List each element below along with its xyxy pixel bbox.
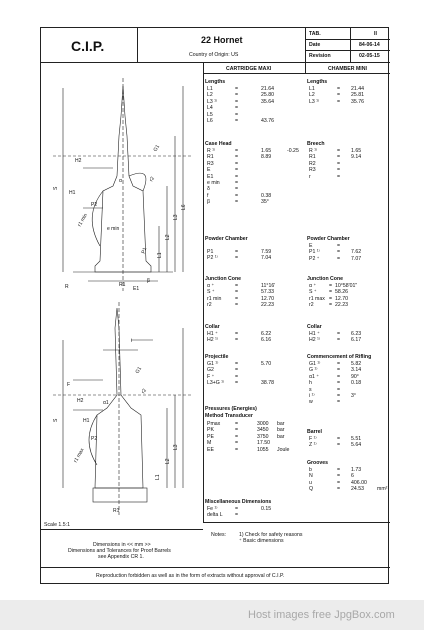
notes-line2: ⁺ Basic dimensions [239,538,284,544]
table-cell: Pmax [207,421,221,427]
table-cell: 6.23 [351,331,362,337]
table-cell: = [337,249,341,256]
table-cell: bar [277,433,285,440]
table-cell: = [337,479,341,486]
table-cell: bar [277,421,285,427]
table-cell: L1 [207,86,213,92]
table-cell: S ⁺ [207,289,215,296]
chamber-drawing [43,300,201,518]
table-cell: = [337,92,341,99]
date-label: Date [309,42,321,48]
label-r1max: r1 max [72,447,86,464]
table-cell: = [235,302,239,309]
method-title: Method Transducer [205,413,253,419]
label-h1-b: H1 [83,418,90,424]
table-cell: EE [207,446,214,453]
table-cell: α ⁺ [207,283,215,289]
case-head-title: Case Head [205,141,232,147]
table-cell: = [329,302,333,309]
table-cell: mm² [377,486,388,493]
table-cell: = [337,361,341,367]
label-emin: e min [107,226,120,232]
table-cell: R2 [309,160,316,167]
table-cell: 7.59 [261,249,272,255]
table-cell: b [309,467,312,473]
collar-title: Collar [205,324,220,330]
chamber-heading: CHAMBER MINI [328,66,367,72]
watermark-band [0,600,424,630]
table-cell: = [235,337,239,344]
chamber-collar-title: Collar [307,324,322,330]
table-cell: 10°58'01" [335,283,358,289]
label-r2: r2 [148,175,156,183]
table-cell: = [235,105,239,112]
table-cell: G1 ¹⁾ [309,361,321,367]
table-cell: = [235,283,239,289]
table-cell: = [235,506,239,512]
table-cell: 5.51 [351,436,362,442]
table-cell: = [235,86,239,92]
table-cell: = [235,331,239,337]
table-cell: e min [207,180,220,186]
table-cell: L2 [207,92,213,99]
table-cell: delta L [207,512,223,519]
notes-label: Notes: [211,532,226,538]
table-cell: = [235,427,239,434]
table-cell: = [337,337,341,344]
table-cell: = [337,473,341,480]
table-cell: 43.76 [261,118,274,124]
table-cell: = [235,249,239,255]
table-cell: 1055 [257,446,269,453]
table-cell: = [235,111,239,118]
table-cell: H1 ⁺ [207,331,218,337]
chamber-lengths-title: Lengths [307,79,328,85]
table-cell: 22.23 [335,302,348,309]
label-beta: β [147,278,150,284]
table-cell: 12.70 [261,295,274,302]
table-cell: 21.44 [351,86,364,92]
powder-chamber-title: Powder Chamber [205,236,248,242]
label-l6: L6 [181,204,187,210]
table-cell: = [235,433,239,440]
table-cell: 3000 [257,421,269,427]
table-cell: H1 ⁺ [309,331,320,337]
dimensions-line2: Dimensions and Tolerances for Proof Barrels [68,548,171,554]
table-cell: = [235,440,239,447]
table-cell: = [235,289,239,296]
table-cell: = [235,255,239,262]
table-cell: = [329,295,333,302]
tab-label: TAB. [309,31,321,37]
table-cell: P2 ⁺ [309,255,320,262]
chamber-powder-title: Powder Chamber [307,236,350,242]
table-cell: = [235,92,239,99]
table-cell: 0.38 [261,192,272,199]
table-cell: = [235,160,239,167]
table-cell: 24.53 [351,486,364,493]
table-cell: 6.22 [261,331,272,337]
table-cell: 12.70 [335,295,348,302]
rifling-title: Commencement of Rifling [307,354,372,360]
label-p2: P2 [91,202,98,208]
table-cell: = [337,243,341,249]
table-cell: 58.26 [335,289,348,296]
table-cell: 3° [351,393,356,399]
label-r1-b: R1 [113,508,120,514]
page-title: 22 Hornet [201,35,243,45]
label-alpha: α [119,178,122,184]
table-cell: w [309,399,313,406]
table-cell: R3 [309,167,316,174]
table-cell: = [337,160,341,167]
table-cell: = [235,373,239,380]
breech-title: Breech [307,141,325,147]
misc-title: Miscellaneous Dimensions [205,499,272,505]
table-cell: = [235,361,239,367]
table-cell: = [337,148,341,154]
label-e1: E1 [133,286,140,292]
table-cell: = [337,86,341,92]
table-cell: 5.70 [261,361,272,367]
table-cell: G ¹⁾ [309,367,318,374]
table-cell: L2 [309,92,315,99]
label-l2: L2 [165,234,171,240]
table-cell: PE [207,433,214,440]
table-cell: 3450 [257,427,269,434]
table-cell: u [309,479,312,486]
table-cell: 1.65 [351,148,362,154]
table-cell: PK [207,427,214,434]
table-cell: N [309,473,313,480]
table-cell: H2 ¹⁾ [309,337,321,344]
label-h2: H2 [75,158,82,164]
table-cell: 35.64 [261,98,274,105]
table-cell: r2 [207,302,212,309]
label-i: i [131,338,133,344]
table-cell: 7.62 [351,249,362,256]
label-l1: L1 [157,252,163,258]
spec-sheet [40,27,389,584]
table-cell: = [337,393,341,399]
table-cell: 38.78 [261,380,274,387]
table-cell: F ¹⁾ [309,436,317,442]
tab-value: II [374,31,377,37]
pressures-title: Pressures (Energies) [205,406,257,412]
table-cell: 35.76 [351,98,364,105]
table-cell: = [337,167,341,174]
table-cell: -0.25 [287,148,299,154]
table-cell: = [235,199,239,206]
table-cell: L4 [207,105,213,112]
barrel-title: Barrel [307,429,322,435]
table-cell: F ⁺ [207,373,215,380]
table-cell: Joule [277,446,290,453]
table-cell: h [309,380,312,387]
table-cell: δ [207,186,210,193]
table-cell: = [337,255,341,262]
watermark-text: Host images free JpgBox.com [248,609,395,621]
table-cell: = [235,154,239,161]
label-l1-b: L1 [155,474,161,480]
table-cell: 8.89 [261,154,272,161]
dimensions-line3: see Appendix CR 1. [98,554,144,560]
label-p1: P1 [140,246,149,255]
table-cell: = [337,467,341,473]
table-cell: α1 ⁺ [309,373,320,380]
table-cell: R ¹⁾ [309,148,318,154]
table-cell: 57.33 [261,289,274,296]
table-cell: s [309,386,312,393]
cartridge-drawing [43,76,201,294]
date-value: 84-06-14 [359,42,380,48]
table-cell: 5.64 [351,442,362,449]
table-cell: = [337,154,341,161]
table-cell: bar [277,427,285,434]
table-cell: 25.80 [261,92,274,99]
table-cell: = [235,380,239,387]
table-cell: = [235,180,239,186]
table-cell: G1 ¹⁾ [207,361,219,367]
table-cell: L3+G ¹⁾ [207,380,225,387]
table-cell: = [235,421,239,427]
table-cell: 3.14 [351,367,362,374]
label-f: F [67,382,71,388]
table-cell: 6.16 [261,337,272,344]
table-cell: 3750 [257,433,269,440]
table-cell: M [207,440,212,447]
table-cell: 1.73 [351,467,362,473]
reproduction-note: Reproduction forbidden as well as in the form of extracts without approval of C.I.P. [96,573,285,579]
label-s-b: S [53,418,59,422]
dimensions-line1: Dimensions in << mm >> [93,542,151,548]
label-h1: H1 [69,190,76,196]
table-cell: = [337,442,341,449]
table-cell: r1 min [207,295,222,302]
lengths-title: Lengths [205,79,226,85]
cip-logo: C.I.P. [71,38,105,54]
table-cell: H2 ¹⁾ [207,337,219,344]
label-p2-b: P2 [91,436,98,442]
table-cell: P2 ¹⁾ [207,255,218,262]
table-cell: = [235,186,239,193]
table-cell: r1 max [309,295,325,302]
table-cell: R1 [309,154,316,161]
table-cell: = [337,373,341,380]
table-cell: 0.18 [351,380,362,387]
table-cell: β [207,199,210,206]
table-cell: = [337,173,341,180]
table-cell: E1 [207,173,214,180]
table-cell: 21.64 [261,86,274,92]
label-l3-b: L3 [173,444,179,450]
table-cell: L5 [207,111,213,118]
label-g1: G1 [152,143,162,153]
table-cell: Fe ¹⁾ [207,506,218,512]
table-cell: = [329,289,333,296]
table-cell: S ⁺ [309,289,317,296]
table-cell: = [337,367,341,374]
table-cell: 1.65 [261,148,272,154]
label-r1min: r1 min [76,212,89,228]
table-cell: E [207,167,211,174]
label-l3: L3 [173,214,179,220]
table-cell: f [207,192,209,199]
table-cell: E [309,243,313,249]
table-cell: = [337,399,341,406]
table-cell: = [337,386,341,393]
table-cell: 22.23 [261,302,274,309]
table-cell: L3 ¹⁾ [309,98,320,105]
table-cell: P1 ¹⁾ [309,249,320,256]
junction-cone-title: Junction Cone [205,276,242,282]
table-cell: 6 [351,473,354,480]
label-g1-b: G1 [134,365,144,375]
table-cell: r [309,173,311,180]
table-cell: R ¹⁾ [207,148,216,154]
table-cell: 7.04 [261,255,272,262]
label-alpha1: α1 [103,400,109,406]
label-r: R [65,284,69,290]
table-cell: R1 [207,154,214,161]
revision-value: 02-05-15 [359,53,380,59]
table-cell: Q [309,486,314,493]
table-cell: = [235,367,239,374]
revision-label: Revision [309,53,331,59]
table-cell: 11°16' [261,283,276,289]
table-cell: 7.07 [351,255,362,262]
table-cell: 5.82 [351,361,362,367]
scale-label: Scale 1.5:1 [44,522,70,528]
label-r1: R1 [119,282,126,288]
notes-line1: 1) Check for safety reasons [239,532,303,538]
table-cell: 406.00 [351,479,367,486]
label-h2-b: H2 [77,398,84,404]
table-cell: L6 [207,118,213,124]
table-cell: = [337,98,341,105]
table-cell: r2 [309,302,314,309]
table-cell: 90° [351,373,359,380]
table-cell: L1 [309,86,315,92]
table-cell: = [337,380,341,387]
table-cell: R3 [207,160,214,167]
chamber-junction-title: Junction Cone [307,276,344,282]
table-cell: = [235,148,239,154]
projectile-title: Projectile [205,354,229,360]
table-cell: 35° [261,199,269,206]
table-cell: = [235,167,239,174]
table-cell: 9.14 [351,154,362,161]
table-cell: i ¹⁾ [309,393,315,399]
table-cell: = [235,446,239,453]
table-cell: = [235,295,239,302]
table-cell: Z ¹⁾ [309,442,317,449]
grooves-title: Grooves [307,460,329,466]
label-s: S [53,186,59,190]
label-l2-b: L2 [165,458,171,464]
table-cell: 17.50 [257,440,270,447]
table-cell: L3 ¹⁾ [207,98,218,105]
table-cell: = [235,118,239,124]
table-cell: 25.81 [351,92,364,99]
country-of-origin: Country of Origin: US [189,52,239,58]
table-cell: = [337,331,341,337]
table-cell: = [337,436,341,442]
table-cell: = [329,283,333,289]
table-cell: = [235,98,239,105]
table-cell: 6.17 [351,337,362,344]
table-cell: α ⁺ [309,283,317,289]
table-cell: 0.15 [261,506,272,512]
label-r2-b: r2 [140,387,148,395]
table-cell: = [235,173,239,180]
table-cell: = [235,512,239,519]
table-cell: = [337,486,341,493]
table-cell: G2 [207,367,214,374]
cartridge-heading: CARTRIDGE MAXI [226,66,272,72]
table-cell: P1 [207,249,214,255]
table-cell: = [235,192,239,199]
